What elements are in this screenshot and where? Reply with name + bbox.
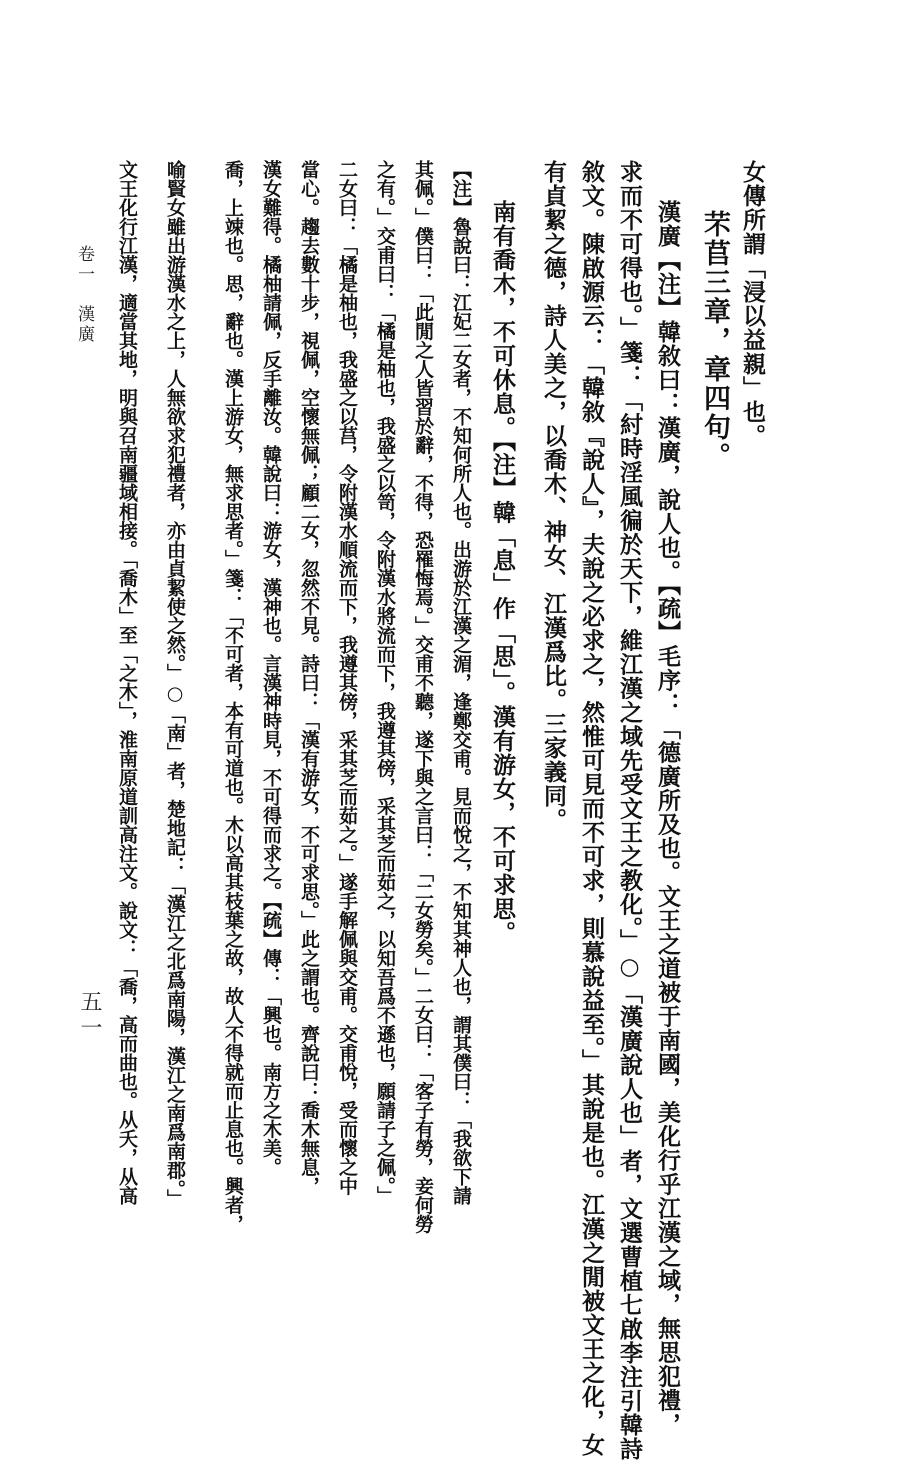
text-column-1: 女傳所謂「浸以益親」也。: [739, 160, 766, 448]
text-column-12: 當心。趨去數十步，視佩，空懷無佩；顧二女，忽然不見。詩曰：「漢有游女，不可求思。」此之謂也。齊說曰：喬木無息，: [298, 160, 320, 1196]
text-column-10: 之有。」交甫曰：「橘是柚也，我盛之以笥，令附漢水將流而下，我遵其傍，采其芝而茹之，以知吾爲不遜也，願請子之佩。」: [374, 160, 396, 1205]
text-column-9: 其佩。」僕曰：「此閒之人皆習於辭，不得，恐罹悔焉。」交甫不聽，遂下與之言曰：「二女勞矣。」二女曰：「客子有勞，妾何勞: [412, 160, 434, 1234]
text-column-16: 文王化行江漢，適當其地，明與召南疆域相接。「喬木」至「之木」，淮南原道訓高注文。說文：「喬，高而曲也。从夭，从高: [116, 160, 138, 1205]
page-number: 五一: [77, 990, 102, 1042]
text-column-3: 漢廣【注】韓敘曰：漢廣，說人也。【疏】毛序：「德廣所及也。文王之道被于南國，美化行乎江漢之域，無思犯禮，: [654, 200, 681, 1437]
running-head: 卷一 漢廣: [74, 245, 94, 345]
text-column-6: 有貞絜之德，詩人美之，以喬木、神女、江漢爲比。三家義同。: [540, 160, 567, 832]
text-column-14: 喬，上竦也。思，辭也。漢上游女，無求思者。」箋：「不可者，本有可道也。木以高其枝葉之故，故人不得就而止息也。興者，: [222, 160, 244, 1234]
chapter-count-heading: 芣苢三章，章四句。: [699, 210, 730, 471]
text-column-5: 敘文。陳啟源云：「韓敘『說人』，夫說之必求之，然惟可見而不可求，則慕說益至。」其說是也。江漢之閒被文王之化，女: [578, 160, 605, 1457]
verse-line: 南有喬木，不可休息。【注】韓「息」作「思」。漢有游女，不可求思。: [489, 200, 516, 945]
text-column-11: 二女曰：「橘是柚也，我盛之以莒，令附漢水順流而下，我遵其傍，采其芝而茹之。」遂手解佩與交甫。交甫悅，受而懷之中: [336, 160, 358, 1196]
text-column-8: 【注】魯說曰：江妃二女者，不知何所人也。出游於江漢之湄，逢鄭交甫。見而悅之，不知其神人也，謂其僕曰：「我欲下請: [450, 160, 472, 1205]
text-column-13: 漢女難得。橘柚請佩，反手離汝。韓說曰：游女，漢神也。言漢神時見，不可得而求之。【疏】傳：「興也。南方之木美。: [260, 160, 282, 1177]
text-column-15: 喻賢女雖出游漢水之上，人無欲求犯禮者，亦由貞絜使之然。」○「南」者，楚地記：「漢江之北爲南陽，漢江之南爲南郡。」: [164, 160, 186, 1208]
text-column-4: 求而不可得也。」箋：「紂時淫風徧於天下，維江漢之域先受文王之教化。」○「漢廣說人也」者，文選曹植七啟李注引韓詩: [616, 160, 643, 1461]
